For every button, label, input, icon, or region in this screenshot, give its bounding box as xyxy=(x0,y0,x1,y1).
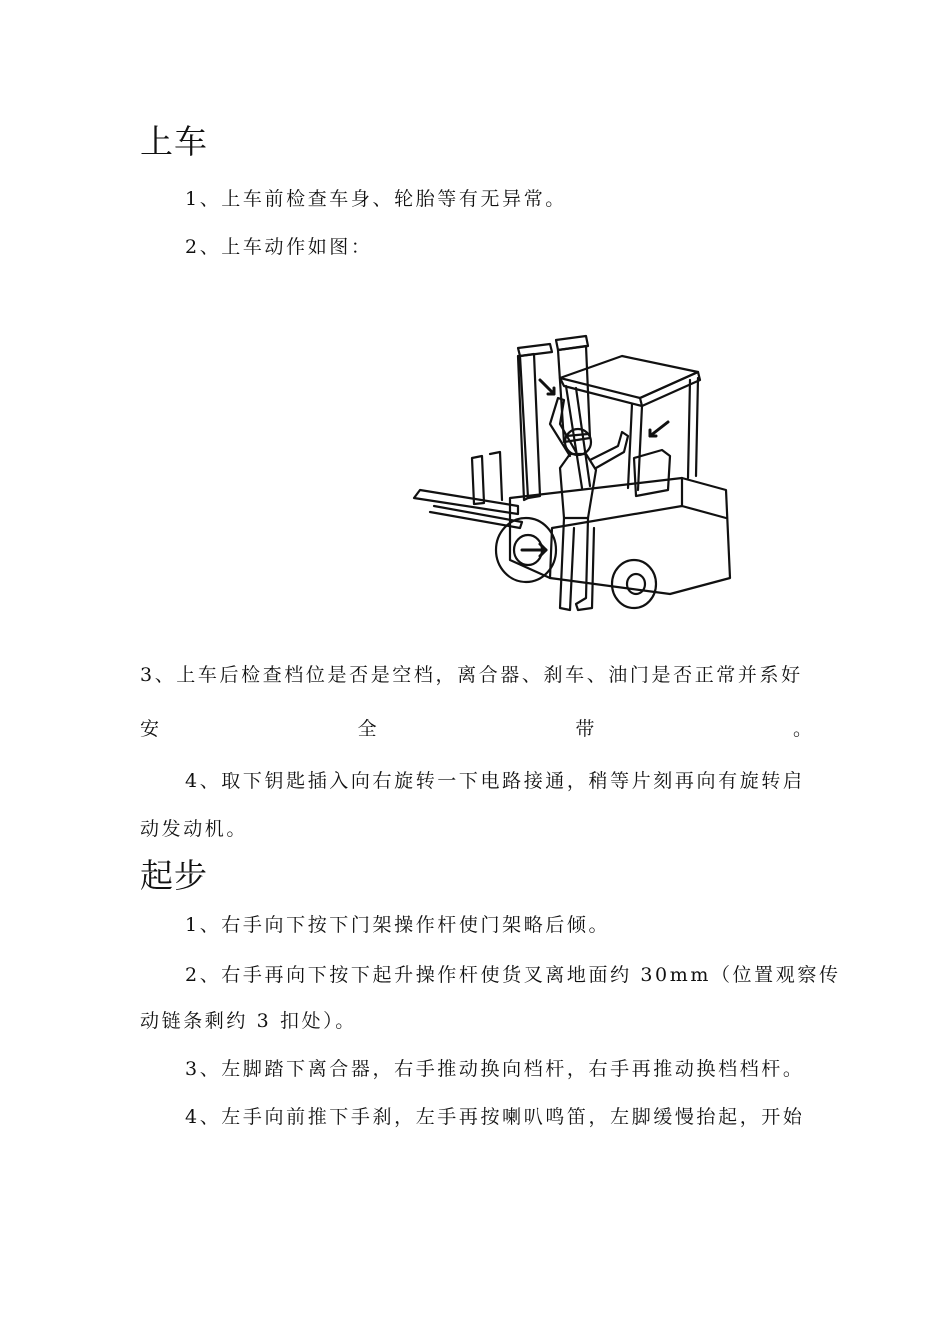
starting-step-2-continuation: 动链条剩约 3 扣处）。 xyxy=(140,1010,357,1032)
section-heading-starting: 起步 xyxy=(140,856,208,895)
starting-step-4: 4、左手向前推下手刹，左手再按喇叭鸣笛，左脚缓慢抬起，开始 xyxy=(185,1106,805,1128)
boarding-step-3-continuation xyxy=(140,714,812,741)
starting-step-1: 1、右手向下按下门架操作杆使门架略后倾。 xyxy=(185,914,611,936)
forklift-boarding-illustration xyxy=(400,328,740,620)
starting-step-3: 3、左脚踏下离合器，右手推动换向档杆，右手再推动换档档杆。 xyxy=(185,1058,805,1080)
boarding-step-1: 1、上车前检查车身、轮胎等有无异常。 xyxy=(185,188,567,210)
justified-char: 安 xyxy=(140,718,160,740)
justified-char: 。 xyxy=(792,718,812,740)
justified-char: 带 xyxy=(575,718,595,740)
boarding-step-4-continuation: 动发动机。 xyxy=(140,818,249,840)
boarding-step-4: 4、取下钥匙插入向右旋转一下电路接通，稍等片刻再向有旋转启 xyxy=(185,770,805,792)
boarding-step-2: 2、上车动作如图： xyxy=(185,236,373,258)
boarding-step-3: 3、上车后检查档位是否是空档，离合器、刹车、油门是否正常并系好 xyxy=(140,664,803,686)
section-heading-boarding: 上车 xyxy=(140,122,208,161)
starting-step-2: 2、右手再向下按下起升操作杆使货叉离地面约 30mm（位置观察传 xyxy=(185,964,841,986)
justified-char: 全 xyxy=(357,718,377,740)
